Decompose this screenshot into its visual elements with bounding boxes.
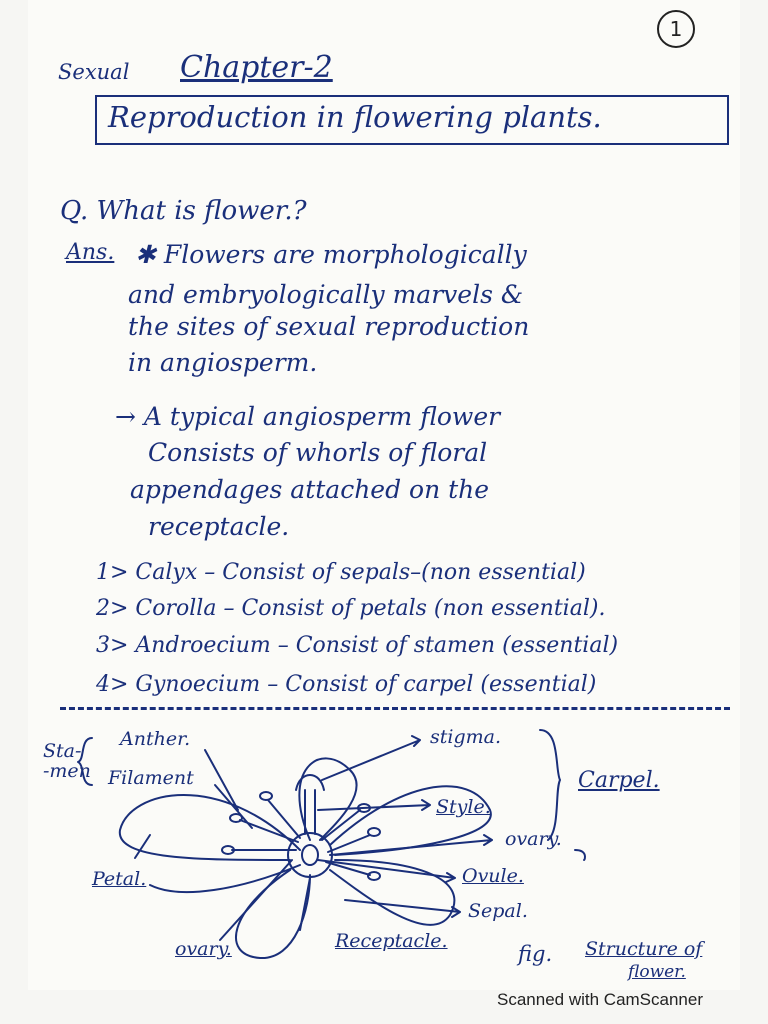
whorl-calyx: 1> Calyx – Consist of sepals–(non essential) <box>96 560 586 585</box>
chapter-heading: Chapter-2 <box>180 50 333 85</box>
label-sepal: Sepal. <box>468 900 528 922</box>
label-stamen-bottom: -men <box>43 760 91 782</box>
figure-title-line-2: flower. <box>628 962 686 982</box>
label-ovary-bottom: ovary. <box>175 938 232 960</box>
arrow-style <box>318 800 430 810</box>
label-stamen-top: Sta- <box>43 740 82 762</box>
label-receptacle: Receptacle. <box>335 930 448 952</box>
arrow-ovary-bottom <box>220 860 292 940</box>
carpel-brace <box>540 730 560 840</box>
whorl-androecium: 3> Androecium – Consist of stamen (essential) <box>96 633 619 658</box>
page-number: 1 <box>657 10 695 48</box>
anther-shape <box>368 828 380 836</box>
arrow-petal <box>135 835 150 858</box>
anther-shape <box>368 872 380 880</box>
whorl-corolla: 2> Corolla – Consist of petals (non essential). <box>96 596 606 621</box>
arrow-sepal <box>345 900 460 917</box>
arrow-line-2: Consists of whorls of floral <box>148 438 488 467</box>
arrow-receptacle <box>300 878 310 930</box>
label-stigma: stigma. <box>430 726 502 748</box>
scanner-watermark: Scanned with CamScanner <box>497 990 704 1009</box>
arrow-stigma <box>322 736 420 780</box>
label-ovule: Ovule. <box>462 865 524 887</box>
whorl-gynoecium: 4> Gynoecium – Consist of carpel (essential) <box>96 672 597 697</box>
question-text: Q. What is flower.? <box>60 196 307 226</box>
answer-line-4: in angiosperm. <box>128 348 318 377</box>
label-petal: Petal. <box>92 868 147 890</box>
arrow-ovary <box>330 835 492 855</box>
arrow-line-1: → A typical angiosperm flower <box>115 402 501 431</box>
answer-line-2: and embryologically marvels & <box>128 280 524 309</box>
figure-prefix: fig. <box>518 942 553 966</box>
petal-shape <box>299 758 356 840</box>
answer-line-1: ✱ Flowers are morphologically <box>135 240 527 269</box>
carpel-brace-lower <box>575 850 585 860</box>
answer-label: Ans. <box>66 240 115 265</box>
arrow-line-4: receptacle. <box>148 512 290 541</box>
label-style: Style. <box>436 796 491 818</box>
ovule-shape <box>302 845 318 865</box>
label-carpel: Carpel. <box>578 768 660 793</box>
stamen-shape <box>328 835 370 852</box>
anther-shape <box>260 792 272 800</box>
style-shape <box>305 790 315 834</box>
answer-line-3: the sites of sexual reproduction <box>128 312 530 341</box>
label-anther: Anther. <box>120 728 191 750</box>
label-filament: Filament <box>108 767 194 789</box>
header-prefix: Sexual <box>58 60 130 84</box>
figure-title-line-1: Structure of <box>585 938 703 960</box>
arrow-line-3: appendages attached on the <box>130 475 490 504</box>
label-ovary-right: ovary. <box>505 828 562 850</box>
page-title: Reproduction in flowering plants. <box>108 100 602 134</box>
